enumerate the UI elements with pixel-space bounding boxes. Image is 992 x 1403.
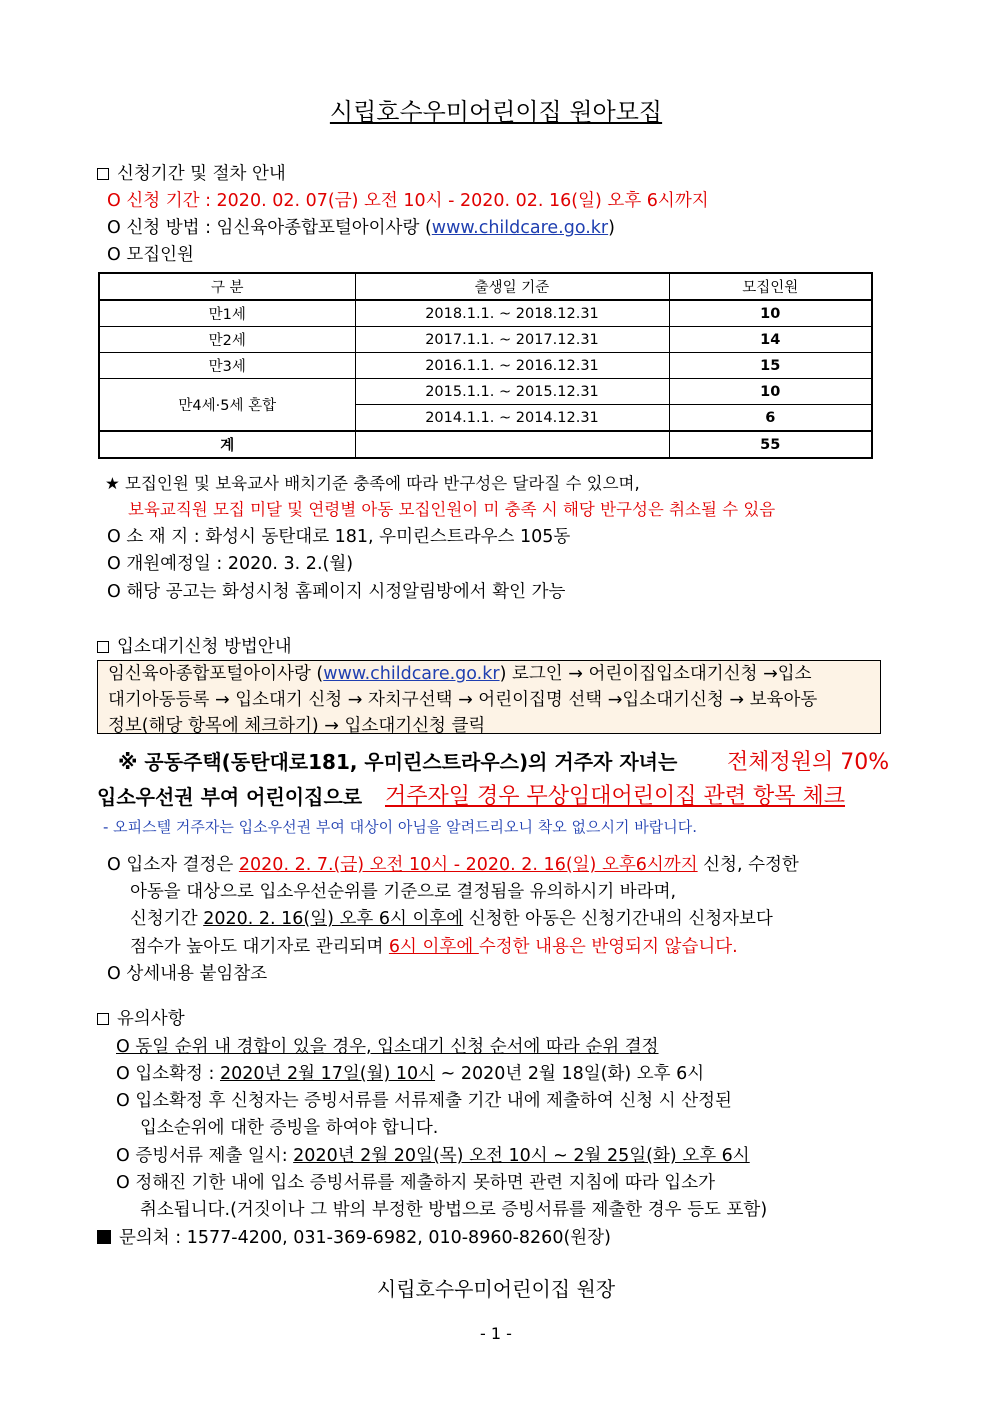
empty-cell [355, 431, 669, 458]
count-cell: 10 [669, 300, 872, 327]
page-number: - 1 - [480, 1324, 512, 1343]
recruit-table [98, 272, 873, 459]
section-heading-waitlist: 입소대기신청 방법안내 [97, 633, 292, 658]
location: O 소 재 지 : 화성시 동탄대로 181, 우미린스트라우스 105동 [107, 527, 571, 547]
decision-line-3: 신청기간 2020. 2. 16(일) 오후 6시 이후에 신청한 아동은 신청기간내의 신청자보다 [130, 909, 773, 929]
birth-range-cell: 2014.1.1. ~ 2014.12.31 [355, 405, 669, 432]
total-count-cell: 55 [669, 431, 872, 458]
table-row [99, 379, 872, 405]
section-heading-application: 신청기간 및 절차 안내 [97, 160, 286, 185]
priority-percentage: 전체정원의 70% [727, 750, 890, 775]
note-item-4: O 증빙서류 제출 일시: 2020년 2월 20일(목) 오전 10시 ~ 2월 25일(화) 오후 6시 [116, 1146, 750, 1166]
class-note: ★ 모집인원 및 보육교사 배치기준 충족에 따라 반구성은 달라질 수 있으며, [105, 474, 640, 493]
application-method: O 신청 방법 : 임신육아종합포털아이사랑 (www.childcare.go.kr) [107, 218, 615, 238]
priority-check-instruction: 거주자일 경우 무상임대어린이집 관련 항목 체크 [385, 784, 846, 809]
notice-info: O 해당 공고는 화성시청 홈페이지 시정알림방에서 확인 가능 [107, 582, 566, 602]
table-total-row [99, 431, 872, 458]
note-item-5-line-1: O 정해진 기한 내에 입소 증빙서류를 제출하지 못하면 관련 지침에 따라 입소가 [116, 1173, 716, 1193]
class-cancel-note: 보육교직원 모집 미달 및 연령별 아동 모집인원이 미 충족 시 해당 반구성은 취소될 수 있음 [128, 500, 776, 519]
note-item-2: O 입소확정 : 2020년 2월 17일(월) 10시 ~ 2020년 2월 18일(화) 오후 6시 [116, 1064, 705, 1084]
contact-info: 문의처 : 1577-4200, 031-369-6982, 010-8960-8260(원장) [97, 1224, 611, 1249]
priority-notice: ※ 공동주택(동탄대로181, 우미린스트라우스)의 거주자 자녀는 [118, 750, 678, 774]
age-group-cell: 만4세·5세 혼합 [99, 379, 355, 432]
age-group-cell: 만2세 [99, 327, 355, 353]
section-heading-notes: 유의사항 [97, 1005, 185, 1030]
opening-date: O 개원예정일 : 2020. 3. 2.(월) [107, 554, 354, 574]
birth-range-cell: 2016.1.1. ~ 2016.12.31 [355, 353, 669, 379]
decision-line-2: 아동을 대상으로 입소우선순위를 기준으로 결정됨을 유의하시기 바라며, [130, 882, 677, 902]
table-header-cell: 모집인원 [669, 273, 872, 300]
signature: 시립호수우미어린이집 원장 [376, 1277, 616, 1301]
recruit-label: O 모집인원 [107, 245, 194, 265]
procedure-line: 대기아동등록 → 입소대기 신청 → 자치구선택 → 어린이집명 선택 →입소대기신청 → 보육아동 [108, 690, 818, 710]
birth-range-cell: 2017.1.1. ~ 2017.12.31 [355, 327, 669, 353]
note-item-3-line-1: O 입소확정 후 신청자는 증빙서류를 서류제출 기간 내에 제출하여 신청 시 산정된 [116, 1091, 732, 1111]
table-header-cell: 구 분 [99, 273, 355, 300]
note-item-3-line-2: 입소순위에 대한 증빙을 하여야 합니다. [140, 1118, 439, 1138]
table-header-row [99, 273, 872, 300]
count-cell: 14 [669, 327, 872, 353]
filled-square-icon [97, 1230, 111, 1244]
note-item-5-line-2: 취소됩니다.(거짓이나 그 밖의 부정한 방법으로 증빙서류를 제출한 경우 등도 포함) [140, 1200, 768, 1220]
table-row [99, 353, 872, 379]
age-group-cell: 만1세 [99, 300, 355, 327]
table-header-cell: 출생일 기준 [355, 273, 669, 300]
page-title: 시립호수우미어린이집 원아모집 [329, 98, 663, 126]
birth-range-cell: 2015.1.1. ~ 2015.12.31 [355, 379, 669, 405]
birth-range-cell: 2018.1.1. ~ 2018.12.31 [355, 300, 669, 327]
waitlist-procedure-box [97, 660, 881, 734]
count-cell: 15 [669, 353, 872, 379]
decision-line-4: 점수가 높아도 대기자로 관리되며 6시 이후에 수정한 내용은 반영되지 않습니다. [130, 937, 738, 957]
count-cell: 10 [669, 379, 872, 405]
total-label-cell: 계 [99, 431, 355, 458]
childcare-link[interactable]: www.childcare.go.kr [323, 664, 500, 684]
note-item-1: O 동일 순위 내 경합이 있을 경우, 입소대기 신청 순서에 따라 순위 결정 [116, 1037, 659, 1057]
priority-notice-2: 입소우선권 부여 어린이집으로 [97, 785, 363, 809]
application-period: O 신청 기간 : 2020. 02. 07(금) 오전 10시 - 2020. 02. 16(일) 오후 6시까지 [107, 191, 709, 211]
decision-line-1: O 입소자 결정은 2020. 2. 7.(금) 오전 10시 - 2020. 2. 16(일) 오후6시까지 신청, 수정한 [107, 855, 799, 875]
table-row [99, 327, 872, 353]
checkbox-square-icon [97, 1013, 109, 1025]
attachment-reference: O 상세내용 붙임참조 [107, 964, 268, 984]
table-row [99, 300, 872, 327]
age-group-cell: 만3세 [99, 353, 355, 379]
childcare-link[interactable]: www.childcare.go.kr [431, 218, 609, 238]
checkbox-square-icon [97, 641, 109, 653]
officetel-notice: - 오피스텔 거주자는 입소우선권 부여 대상이 아님을 알려드리오니 착오 없으시기 바랍니다. [103, 818, 697, 836]
count-cell: 6 [669, 405, 872, 432]
procedure-line: 임신육아종합포털아이사랑 (www.childcare.go.kr) 로그인 → 어린이집입소대기신청 →입소 [108, 664, 812, 684]
procedure-line: 정보(해당 항목에 체크하기) → 입소대기신청 클릭 [108, 716, 486, 736]
checkbox-square-icon [97, 168, 109, 180]
